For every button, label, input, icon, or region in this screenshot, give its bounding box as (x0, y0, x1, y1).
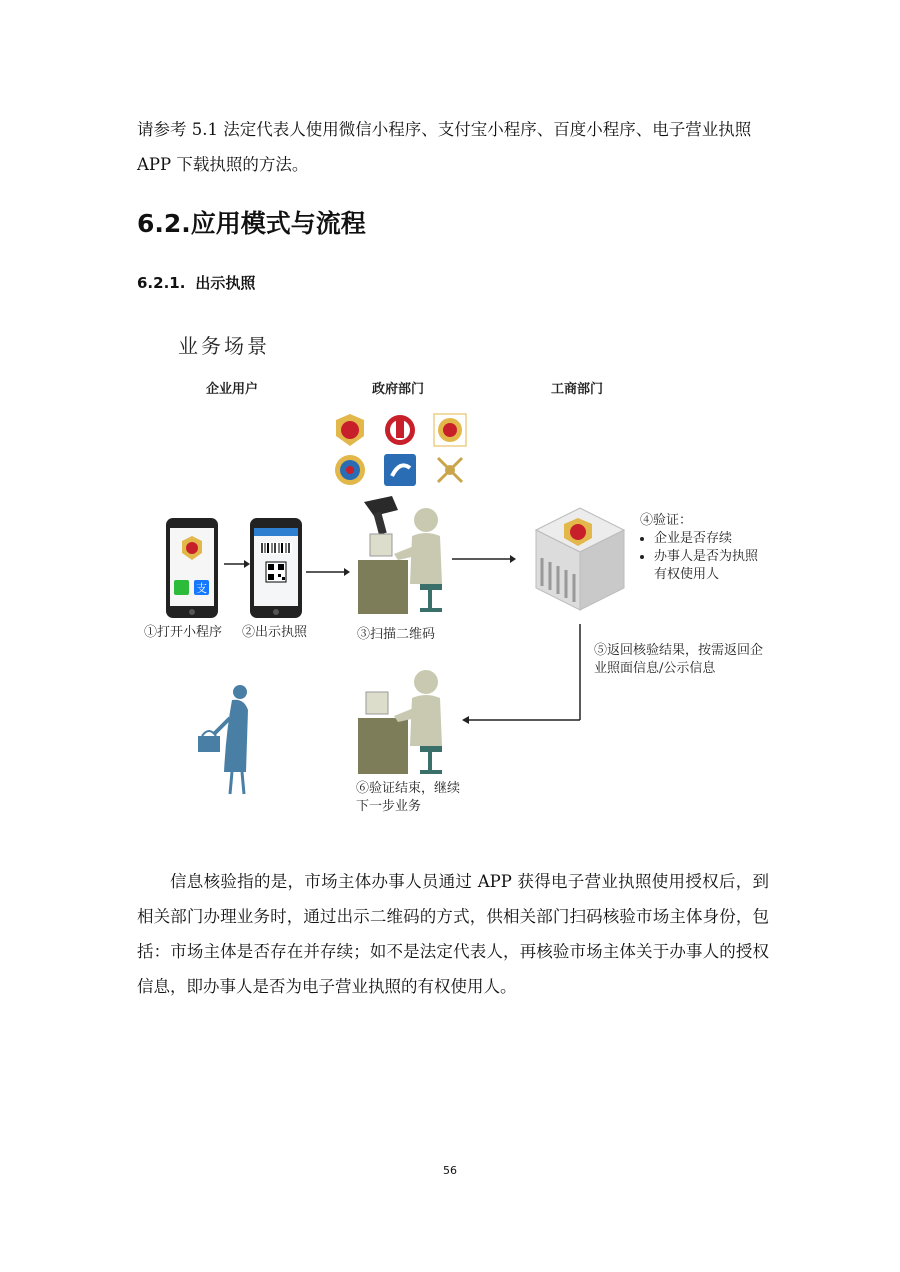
businesswoman-illustration (196, 682, 256, 798)
arrow-3 (452, 553, 516, 565)
body-paragraph: 信息核验指的是，市场主体办事人员通过 APP 获得电子营业执照使用授权后，到相关部门办理业务时，通过出示二维码的方式，供相关部门扫码核验市场主体身份，包括：市场主体是否存在并存续；如不是法定代表人，再核验市场主体关于办事人的授权信息，即办事人是否为电子营业执照的有权使用人。 (137, 872, 769, 996)
court-emblem-icon (385, 415, 415, 445)
return-arrow (462, 624, 586, 730)
verification-list (640, 530, 770, 584)
step-3-label: ③扫描二维码 (357, 627, 436, 642)
page-number: 56 (443, 1164, 457, 1177)
industry-commerce-building-illustration (520, 500, 632, 612)
verifying-officer-illustration (354, 666, 450, 778)
column-industry-commerce: 工商部门 (551, 382, 604, 397)
qr-code-icon (266, 562, 286, 582)
tax-emblem-icon (335, 455, 365, 485)
diagram-scene-title: 业务场景 (178, 334, 270, 358)
procuratorate-emblem-icon (434, 414, 466, 446)
services-logo-icon (384, 454, 416, 486)
arrow-2 (306, 566, 350, 578)
phone-mini-program-illustration (166, 518, 218, 618)
step-4-block (640, 512, 770, 584)
section-heading: 6.2.应用模式与流程 (137, 209, 366, 238)
subsection-number: 6.2.1. (137, 274, 186, 292)
customs-emblem-icon (438, 458, 462, 482)
step-5-label: ⑤返回核验结果，按需返回企业照面信息/公示信息 (594, 643, 764, 676)
subsection-title: 出示执照 (195, 274, 256, 292)
column-government: 政府部门 (372, 382, 425, 397)
verification-item: • 企业是否存续 (654, 530, 770, 548)
phone-license-illustration (250, 518, 302, 618)
verification-item: • 办事人是否为执照有权使用人 (654, 548, 770, 584)
step-6-label: ⑥验证结束，继续下一步业务 (356, 781, 461, 814)
column-enterprise-user: 企业用户 (206, 382, 259, 397)
step-1-label: ①打开小程序 (144, 625, 223, 640)
alipay-letter: 支 (196, 582, 207, 595)
subsection-heading (137, 272, 255, 293)
barcode-scanner-icon (364, 496, 398, 535)
scanning-officer-illustration (354, 496, 450, 616)
step-2-label: ②出示执照 (242, 625, 308, 640)
intro-paragraph: 请参考 5.1 法定代表人使用微信小程序、支付宝小程序、百度小程序、电子营业执照 APP 下载执照的方法。 (137, 120, 752, 174)
arrow-1 (224, 558, 250, 570)
wechat-icon (174, 580, 189, 595)
step-4-title: ④验证： (640, 513, 693, 528)
police-emblem-icon (336, 414, 364, 446)
barcode-icon (260, 542, 292, 554)
government-emblems (330, 410, 470, 490)
